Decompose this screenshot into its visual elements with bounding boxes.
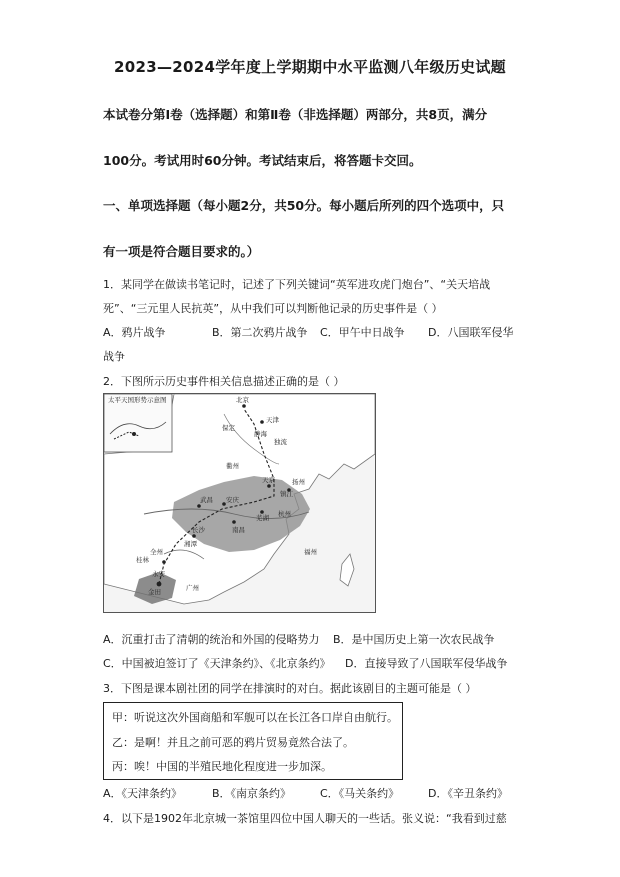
map-label: 广州	[186, 584, 199, 592]
section-heading-line-2: 有一项是符合题目要求的。）	[103, 244, 260, 259]
section-heading-line-1: 一、单项选择题（每小题2分，共50分。每小题后所列的四个选项中，只	[103, 198, 505, 213]
map-label: 安庆	[226, 496, 239, 504]
q4-stem: 4．以下是1902年北京城一茶馆里四位中国人聊天的一些话。张义说：“我看到过慈	[103, 812, 507, 825]
q1-stem-line-2: 死”、“三元里人民抗英”，从中我们可以判断他记录的历史事件是（ ）	[103, 302, 443, 315]
q1-option-b: B．第二次鸦片战争	[212, 326, 308, 339]
map-label: 衢州	[226, 462, 239, 470]
map-label: 北京	[236, 396, 249, 404]
intro-line-1: 本试卷分第Ⅰ卷（选择题）和第Ⅱ卷（非选择题）两部分，共8页，满分	[103, 107, 488, 122]
map-label: 湘潭	[184, 540, 197, 548]
q2-option-d: D．直接导致了八国联军侵华战争	[345, 657, 508, 670]
q2-stem: 2．下图所示历史事件相关信息描述正确的是（ ）	[103, 375, 345, 388]
map-label: 桂林	[136, 556, 149, 564]
map-label: 全州	[150, 548, 163, 556]
q3-dialog-box	[103, 702, 403, 780]
q3-option-c: C．《马关条约》	[320, 787, 400, 800]
map-label: 天津	[266, 416, 279, 424]
taiping-map	[103, 393, 376, 613]
intro-line-2: 100分。考试用时60分钟。考试结束后，将答题卡交回。	[103, 153, 422, 168]
map-label: 独流	[274, 438, 287, 446]
q1-option-d: D．八国联军侵华	[428, 326, 514, 339]
map-label: 永安	[152, 570, 165, 578]
map-label: 天京	[262, 476, 275, 484]
map-label: 武昌	[200, 496, 213, 504]
map-inset-title: 太平天国形势示意图	[108, 396, 167, 404]
map-label: 福州	[304, 548, 317, 556]
q2-option-c: C．中国被迫签订了《天津条约》、《北京条约》	[103, 657, 331, 670]
q1-option-a: A．鸦片战争	[103, 326, 166, 339]
q1-option-d-wrap: 战争	[103, 350, 125, 363]
map-label: 芜湖	[256, 514, 269, 522]
q2-option-a: A．沉重打击了清朝的统治和外国的侵略势力	[103, 633, 320, 646]
q3-dialog-line-3: 丙：唉！中国的半殖民地化程度进一步加深。	[112, 760, 332, 773]
q1-option-c: C．甲午中日战争	[320, 326, 405, 339]
q3-dialog-line-1: 甲：听说这次外国商船和军舰可以在长江各口岸自由航行。	[112, 711, 398, 724]
q3-option-d: D．《辛丑条约》	[428, 787, 508, 800]
exam-title: 2023—2024学年度上学期期中水平监测八年级历史试题	[114, 58, 506, 76]
q2-option-b: B．是中国历史上第一次农民战争	[333, 633, 495, 646]
q1-stem-line-1: 1．某同学在做读书笔记时，记述了下列关键词“英军进攻虎门炮台”、“关天培战	[103, 278, 491, 291]
map-label: 长沙	[192, 526, 205, 534]
map-label: 金田	[148, 588, 161, 596]
q3-option-b: B．《南京条约》	[212, 787, 292, 800]
q3-option-a: A．《天津条约》	[103, 787, 183, 800]
q3-dialog-line-2: 乙：是啊！并且之前可恶的鸦片贸易竟然合法了。	[112, 736, 354, 749]
map-label: 静海	[254, 430, 267, 438]
q3-stem: 3．下图是课本剧社团的同学在排演时的对白。据此该剧目的主题可能是（ ）	[103, 682, 477, 695]
map-label: 保定	[222, 424, 235, 432]
map-label: 扬州	[292, 478, 305, 486]
map-label: 南昌	[232, 526, 245, 534]
map-label: 杭州	[278, 510, 291, 518]
map-label: 镇江	[280, 490, 293, 498]
